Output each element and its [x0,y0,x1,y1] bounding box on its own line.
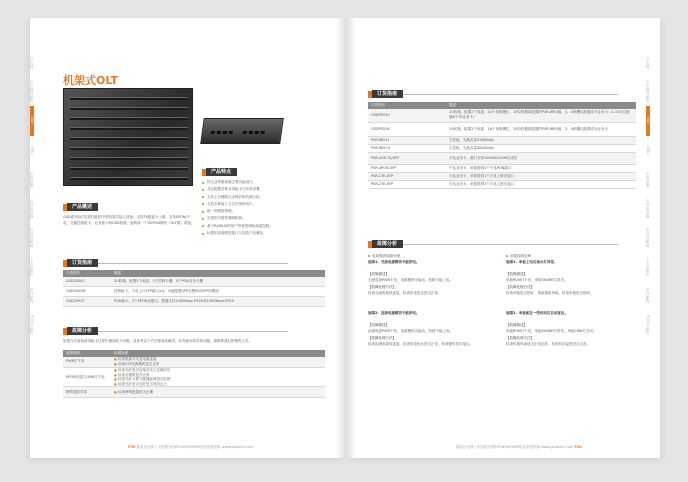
header-rule [98,331,288,332]
table-row [368,165,636,173]
order-col-desc: 描述 [111,270,325,277]
rack-unit-image [200,118,284,144]
left-side-tabs [30,48,44,339]
fault-line: 【故障处理方法】 [506,284,534,289]
feature-item: 统一的网络管理。 [202,208,307,215]
order-header [63,259,288,267]
chassis-slot [70,97,188,100]
fault-section-title: 单板故障处理 [506,253,630,259]
table-row [368,181,636,189]
fault-section-title: 电源模块故障处理 [368,253,492,259]
fault-actions [111,387,325,398]
fault-line: 单板RUN灯不亮，单板SHARE灯常亮，单板LINK灯关闭。 [506,329,597,334]
fault-action: ■ 检查光模块是否正常 [114,373,322,378]
header-rule [403,244,618,245]
side-tab[interactable]: 以太网交换机 [30,80,34,103]
table-row [63,287,325,297]
order-model: GSD2092T [63,297,111,307]
fault-symptom: PWR灯不亮 [63,357,111,368]
table-row [63,357,325,368]
fault-question: 故障2：直流电源模块不能供电。 [368,311,420,316]
port [249,131,253,134]
chassis-image [63,88,193,186]
right-order-header [368,90,618,98]
side-tab-active[interactable]: OLT [30,106,34,136]
features-list [202,179,307,237]
overview-header [63,203,98,211]
table-row [368,109,636,123]
spacer [506,296,630,310]
table-row [368,145,636,153]
fault-column-power [368,253,492,347]
fault-line: 【故障描述】 [368,271,389,276]
order-model: PSR-4GE-TX/SFP [368,153,446,165]
chassis-slot [70,107,188,110]
side-tab[interactable]: 光纤配线 [30,287,34,304]
header-rule [98,263,288,264]
fault-line: 【故障处理方法】 [368,335,396,340]
side-tab[interactable]: 光收发器 [30,171,34,188]
side-tab[interactable]: 协议转换器 [30,228,34,247]
side-tab[interactable]: ONU [30,146,34,155]
order-col-model: 订货型号 [63,270,111,277]
order-model: GSD2000M [63,287,111,297]
table-row [63,387,325,398]
fault-header-label: 故障分析 [67,327,98,335]
table-row [368,137,636,145]
page-title: 机架式OLT [63,74,119,87]
side-tab[interactable]: POE交换机 [30,314,34,335]
table-row [63,297,325,307]
right-fault-header [368,240,618,248]
order-desc: 控制板卡，千兆上行SFP端口×4，可接配置SFP光模块或SFP电模块 [111,287,325,297]
features-header-label: 产品特点 [206,168,237,176]
features-header [202,168,237,176]
table-row [368,173,636,181]
side-tab[interactable]: 光纤配线 [646,287,650,304]
side-tab[interactable]: 以太网交换机 [646,80,650,103]
spacer [368,296,492,310]
bullet-dot [506,255,508,257]
table-row [63,368,325,387]
fault-action: ■ 检查OLT电源模块是否正常 [114,362,322,367]
order-col-desc: 描述 [446,102,636,109]
side-tab[interactable]: 光纤收发器 [30,199,34,218]
side-tab[interactable]: 以太网 [646,56,650,69]
fault-line: 【故障描述】 [506,322,527,327]
port [229,131,233,134]
chassis-slot [70,147,188,150]
right-side-tabs [646,48,660,339]
fault-line: 直流电源PWR不亮，电源模块无输出，机箱不能上电。 [368,329,454,334]
right-footer [456,445,582,450]
right-page [346,18,660,458]
port [223,131,227,134]
fault-question: 故障2：单板能在一些时间后自动复位。 [506,311,568,316]
fault-symptom: 网络通信异常 [63,387,111,398]
chassis-slot [70,177,188,180]
fault-header [63,327,288,335]
order-desc: PON板卡，2个EPON光端口，数据支持1000Base-PX20或1000Base-PX10 [111,297,325,307]
order-desc: 主控板，交换容量256Gbit/s [446,137,636,145]
order-desc: 万兆业务卡，单板提供1个万兆上联光接口 [446,173,636,181]
order-desc: 万兆业务卡，单板提供2个万兆上联光接口 [446,181,636,189]
right-fault-header-label: 故障分析 [372,240,403,248]
fault-question: 故障1：单板上电后指示灯异常。 [506,260,558,265]
fault-line: 检查单板是否插好，重新插拔单板，检查单板是否损坏。 [506,291,594,296]
order-desc: 2U机箱，配置2个电源，2个控制卡槽，4个PON业务卡槽 [111,277,325,287]
order-model: PSR-4PON-SFP [368,165,446,173]
order-model: PSR-WEU II [368,145,446,153]
fault-col-action: 检测处理 [111,350,325,357]
fault-line: 【故障处理方法】 [506,335,534,340]
order-desc: 1U机箱，配置2个电源，10个单板槽位，1块2档模拟配置的PSR-WEU板，3、4块槽位配置成为业务卡（1-10可以配置8个TE业务卡） [446,109,636,123]
left-page [30,18,346,458]
footer-text: 熙普达光网 | 中国领先的EPON/GPON网络设备提供商 www.gsdoltm.com [136,445,254,449]
right-order-header-label: 订货指南 [372,90,403,98]
order-model: PSR-1TE-XFP [368,173,446,181]
side-tab[interactable]: 协议转换器 [646,228,650,247]
fault-line: 【故障描述】 [506,271,527,276]
page-number: P39 [128,445,136,449]
overview-header-label: 产品概述 [67,203,98,211]
feature-item: 符合业界最高端主要功能设计。 [202,179,307,186]
fault-action: ■ 检查网络配置是否正确 [114,390,322,395]
fault-action: ■ 检查电源开关及电源连接 [114,357,322,362]
footer-text: 熙普达光网 | 中国领先的EPON/GPON网络设备提供商 www.gsdoltm.com [456,445,574,449]
fault-line: 【故障处理方法】 [368,284,396,289]
feature-item: 支持上行链路冗余保护和负载分担。 [202,194,307,201]
side-tab[interactable]: 工业交换机 [646,257,650,276]
right-order-table [368,102,636,189]
side-tab[interactable]: ONU [646,146,650,155]
feature-item: 标准的设备网管接口与同类产品兼容。 [202,230,307,237]
fault-symptom: EPON光接口LINK灯不亮 [63,368,111,387]
fault-line: 检查直流电源线连接，检查供电电压是否正常，检查极性是否接反。 [368,342,473,347]
feature-item: 完善的可靠性保障机制。 [202,215,307,222]
fault-line: 单板RUN灯不亮，单板SHARE灯常亮。 [506,278,568,283]
fault-actions [111,368,325,387]
order-desc: 1U机箱，配置2个电源，16个单板槽位，1块2档模拟配置的PSR-WEU板，3、4块槽位配置成为业务卡 [446,123,636,137]
order-table [63,270,325,307]
port [255,131,259,134]
fault-question: 故障1：交流电源模块不能供电。 [368,260,420,265]
order-desc: 万兆业务卡，端口支持1000M/100M自适应 [446,153,636,165]
fault-actions [111,357,325,368]
order-model: GSDP5510 [368,109,446,123]
order-model: GSD2000C [63,277,111,287]
order-model: PSR-WEU1 [368,137,446,145]
port [261,131,265,134]
chassis-slot [70,127,188,130]
header-rule [403,94,618,95]
fault-line: 交流电源PWR不亮，电源模块无输出，机箱不能上电。 [368,278,454,283]
feature-item: 支持多种接入方式识别的用户。 [202,201,307,208]
feature-item: 基于RADIUS的用户带宽管理和流量控制。 [202,223,307,230]
order-desc: 千兆业务卡，单板提供4个千兆PON端口 [446,165,636,173]
fault-action: ■ 检查光纤是否连接及光口正确对应 [114,368,322,373]
left-footer [128,445,254,450]
chassis-slot [70,167,188,170]
side-tab[interactable]: POE交换机 [646,314,650,335]
order-header-label: 订货指南 [67,259,98,267]
side-tab[interactable]: 光收发器 [646,171,650,188]
chassis-slot [70,137,188,140]
bullet-dot [368,255,370,257]
page-number: P40 [574,445,582,449]
chassis-slot [70,117,188,120]
side-tab[interactable]: 以太网 [30,56,34,69]
side-tab-active[interactable]: OLT [646,106,650,136]
chassis-slot [70,157,188,160]
table-row [63,277,325,287]
fault-line: 检查机箱风扇是否正常运转，检查机房温度是否过高。 [506,342,590,347]
port [211,131,215,134]
fault-intro: 如您在安装和使用板卡过程中遇到如下问题，请参考以下方法排查或解决，如有疑问或异常问题，请联系我们的销售人员。 [63,339,252,343]
table-row [368,123,636,137]
order-col-model: 订货型号 [368,102,446,109]
fault-table [63,350,325,398]
order-desc: 主控板，交换容量384Gbit/s [446,145,636,153]
port [217,131,221,134]
order-model: PSR-2TE-XFP [368,181,446,189]
side-tab[interactable]: 工业交换机 [30,257,34,276]
fault-line: 检查交流电源线连接，检查供电电压是否正常。 [368,291,442,296]
table-row [368,153,636,165]
fault-action: ■ 检查光纤长度与配置距离是否匹配 [114,377,322,382]
fault-action: ■ 检查光纤是否完好是否弯折过大 [114,382,322,387]
port [243,131,247,134]
order-model: GSDP5516 [368,123,446,137]
fault-line: 【故障描述】 [368,322,389,327]
fault-column-board [506,253,630,347]
feature-item: 灵活配置各种业务板卡与应用部署。 [202,186,307,193]
side-tab[interactable]: 光纤收发器 [646,199,650,218]
fault-col-symptom: 故障现象 [63,350,111,357]
overview-text: GSD系列OLT是高性能的中型机架式接入设备，支持TE级板卡上联，支持EPON/千兆，交换控制板卡、业务板卡和GSD机箱一起构成一个GEPON网络（OLT端）系统。 [63,215,195,226]
